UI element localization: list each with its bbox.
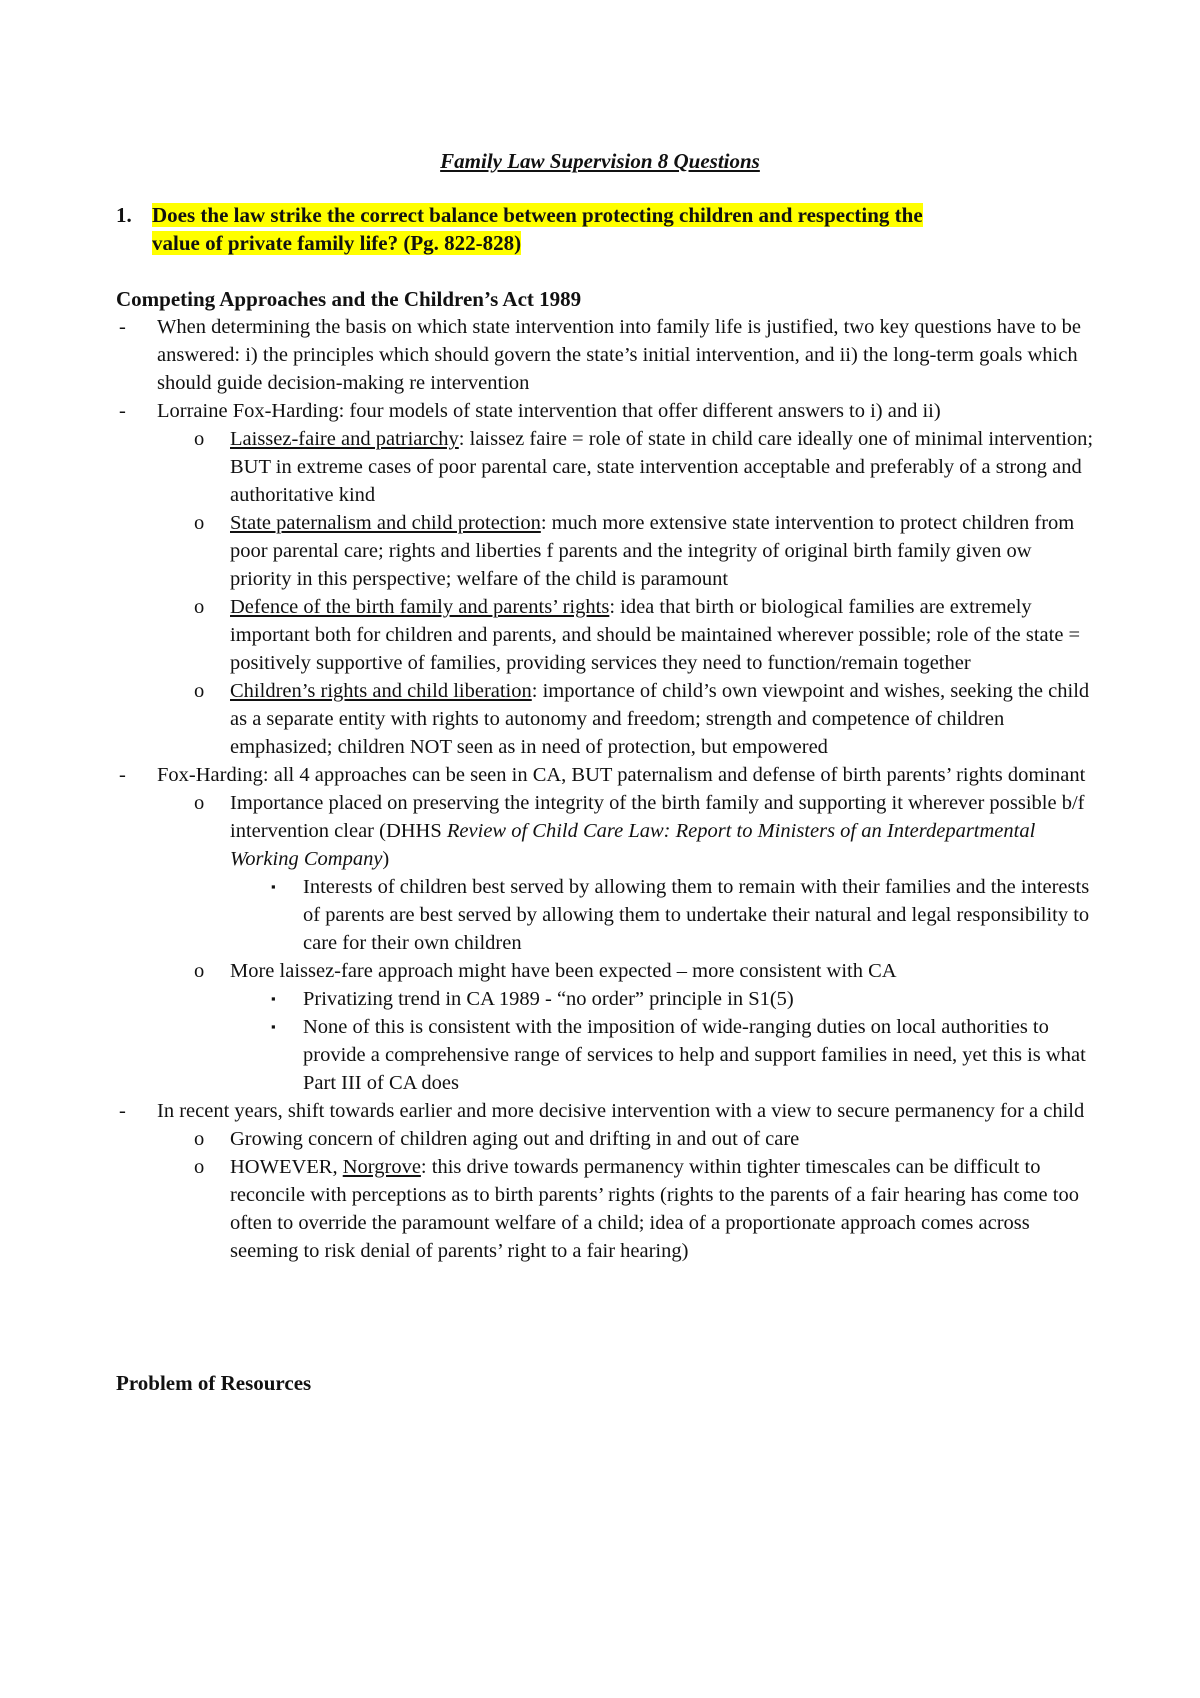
list-item-text: : much more extensive state intervention to protect children from poor parental care; rights and liberties f parents and the integrity of original birth family given ow priority in this perspective; welfare of the child is paramount [230,512,1075,590]
list-item [116,397,1096,425]
circle-bullet: o [194,428,205,450]
list-item-text: : importance of child’s own viewpoint and wishes, seeking the child as a separate entity with rights to autonomy and freedom; strength and competence of children emphasized; children NOT seen as in need of protection, but empowered [230,680,1090,758]
list-item [116,593,1096,677]
model-label-childrens-rights: Children’s rights and child liberation [230,680,532,702]
list-item-text: Growing concern of children aging out and drifting in and out of care [230,1128,800,1150]
list-item-text-prefix: HOWEVER, [230,1156,343,1178]
dash-bullet: - [119,764,126,786]
report-citation: Review of Child Care Law: Report to Ministers of an Interdepartmental Working Company [230,820,1036,870]
list-item [116,425,1096,509]
circle-bullet: o [194,680,205,702]
list-item [116,985,1096,1013]
model-label-birth-family: Defence of the birth family and parents’ rights [230,596,610,618]
question-number: 1. [116,203,132,227]
list-item-text: Lorraine Fox-Harding: four models of state intervention that offer different answers to i) and ii) [157,400,941,422]
square-bullet: ▪ [271,991,276,1006]
list-item-text-close: ) [382,848,390,870]
model-label-laissez-faire: Laissez-faire and patriarchy [230,428,459,450]
question-line-1: Does the law strike the correct balance between protecting children and respecting the [152,203,923,227]
notes-body [116,313,1096,1265]
list-item-text: Interests of children best served by allowing them to remain with their families and the interests of parents are best served by allowing them to undertake their natural and legal responsibility to care for their own children [303,876,1090,954]
square-bullet: ▪ [271,1019,276,1034]
model-label-state-paternalism: State paternalism and child protection [230,512,541,534]
list-item [116,1097,1096,1125]
list-item-text: Importance placed on preserving the integrity of the birth family and supporting it wherever possible b/f intervention clear (DHHS [230,792,1085,842]
circle-bullet: o [194,1128,205,1150]
list-item-text: None of this is consistent with the imposition of wide-ranging duties on local authorities to provide a comprehensive range of services to help and support families in need, yet this is what Part III of CA does [303,1016,1086,1094]
list-item [116,873,1096,957]
list-item [116,789,1096,873]
list-item [116,1153,1096,1265]
circle-bullet: o [194,792,205,814]
list-item [116,677,1096,761]
list-item [116,1013,1096,1097]
list-item-text: When determining the basis on which state intervention into family life is justified, two key questions have to be answered: i) the principles which should govern the state’s initial intervention, and ii) the long-term goals which should guide decision-making re intervention [157,316,1082,394]
circle-bullet: o [194,960,205,982]
dash-bullet: - [119,316,126,338]
dash-bullet: - [119,400,126,422]
list-item-text: : idea that birth or biological families are extremely important both for children and parents, and should be maintained wherever possible; role of the state = positively supportive of families, providing services they need to function/remain together [230,596,1081,674]
list-item [116,313,1096,397]
circle-bullet: o [194,596,205,618]
dash-bullet: - [119,1100,126,1122]
question-text [152,201,1096,257]
list-item [116,509,1096,593]
list-item-text: Fox-Harding: all 4 approaches can be seen in CA, BUT paternalism and defense of birth parents’ rights dominant [157,764,1086,786]
square-bullet: ▪ [271,879,276,894]
list-item [116,1125,1096,1153]
list-item-text: : laissez faire = role of state in child care ideally one of minimal intervention; BUT in extreme cases of poor parental care, state intervention acceptable and preferably of a strong and authoritative kind [230,428,1094,506]
list-item [116,957,1096,985]
circle-bullet: o [194,1156,205,1178]
question-line-2: value of private family life? (Pg. 822-828) [152,231,522,255]
question-1 [116,201,1096,257]
list-item [116,761,1096,789]
document-title: Family Law Supervision 8 Questions [440,149,760,173]
section-heading-competing-approaches: Competing Approaches and the Children’s Act 1989 [116,287,582,311]
circle-bullet: o [194,512,205,534]
section-heading-problem-of-resources: Problem of Resources [116,1371,312,1395]
list-item-text: Privatizing trend in CA 1989 - “no order” principle in S1(5) [303,988,794,1010]
list-item-text: In recent years, shift towards earlier and more decisive intervention with a view to secure permanency for a child [157,1100,1085,1122]
list-item-text: More laissez-fare approach might have been expected – more consistent with CA [230,960,897,982]
list-item-text: : this drive towards permanency within tighter timescales can be difficult to reconcile with perceptions as to birth parents’ rights (rights to the parents of a fair hearing has come too often to override the paramount welfare of a child; idea of a proportionate approach comes across seeming to risk denial of parents’ right to a fair hearing) [230,1156,1079,1262]
case-label-norgrove: Norgrove [342,1156,421,1178]
